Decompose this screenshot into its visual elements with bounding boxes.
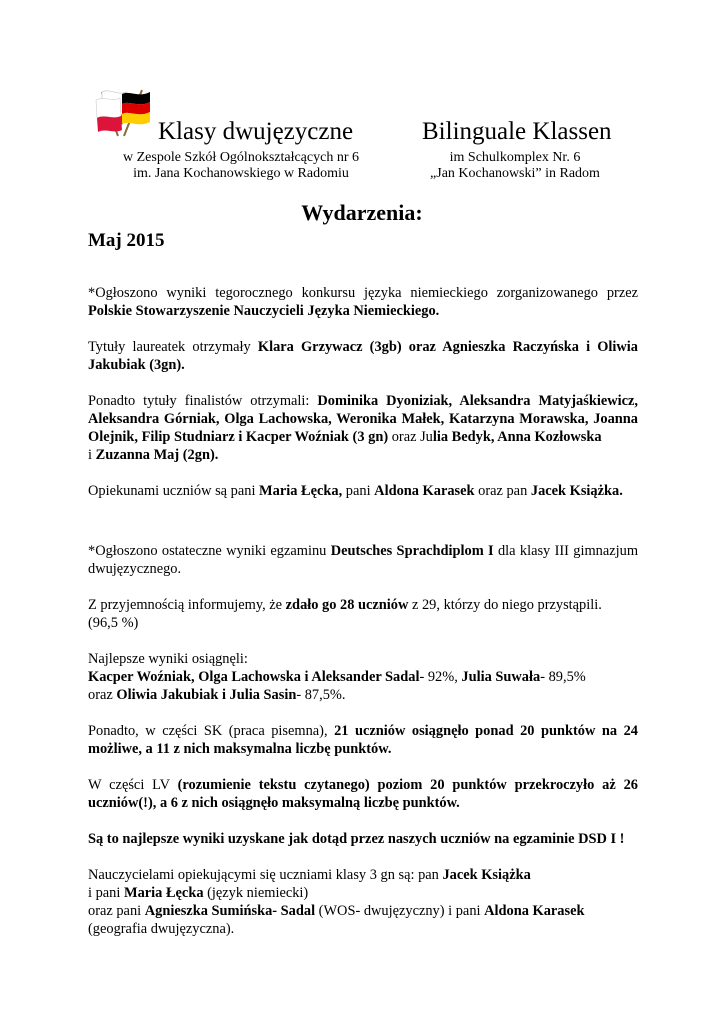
crossed-flags-logo (88, 86, 156, 138)
s1-paragraph-competition: *Ogłoszono wyniki tegorocznego konkursu języka niemieckiego zorganizowanego przez Polskie Stowarzyszenie Nauczycieli Języka Niemieckiego. (88, 285, 638, 319)
s2-paragraph-sk: Ponadto, w części SK (praca pisemna), 21 uczniów osiągnęło ponad 20 punktów na 24 możliwe, a 11 z nich maksymalna liczbę punktów. (88, 723, 639, 757)
s2-paragraph-teachers: Nauczycielami opiekującymi się uczniami klasy 3 gn są: pan Jacek Książka i pani Maria Łęcka (język niemiecki) oraz pani Agnieszka Sumińska- Sadal (WOS- dwujęzyczny) i pani Aldona Karasek (geografia dwujęzyczna). (88, 867, 585, 937)
month-heading: Maj 2015 (88, 230, 165, 251)
s1-paragraph-finalists: Ponadto tytuły finalistów otrzymali: Dominika Dyoniziak, Aleksandra Matyjaśkiewicz, Aleksandra Górniak, Olga Lachowska, Weronika Małek, Katarzyna Morawska, Joanna Olejnik, Filip Studniarz i Kacper Woźniak (3 gn) oraz Julia Bedyk, Anna Kozłowska i Zuzanna Maj (2gn). (88, 393, 638, 463)
s2-paragraph-lv: W części LV (rozumienie tekstu czytanego) poziom 20 punktów przekroczyło aż 26 uczniów(!), a 6 z nich osiągnęło maksymalną liczbę punktów. (88, 777, 638, 811)
s2-paragraph-best-ever: Są to najlepsze wyniki uzyskane jak dotąd przez naszych uczniów na egzaminie DSD I ! (88, 831, 625, 847)
s2-paragraph-best-results: Najlepsze wyniki osiągnęli: Kacper Woźniak, Olga Lachowska i Aleksander Sadal- 92%, Julia Suwała- 89,5% oraz Oliwia Jakubiak i Julia Sasin- 87,5%. (88, 651, 586, 703)
title-polish: Klasy dwujęzyczne (158, 118, 354, 145)
document-body (88, 284, 638, 938)
s2-paragraph-passed: Z przyjemnością informujemy, że zdało go 28 uczniów z 29, którzy do niego przystąpili. (96,5 %) (88, 597, 602, 631)
school-pl-line1: w Zespole Szkół Ogólnokształcących nr 6 (123, 150, 359, 165)
flag-poland (96, 91, 126, 136)
school-name-polish (108, 150, 374, 182)
title-german: Bilinguale Klassen (422, 118, 612, 145)
s2-paragraph-dsd: *Ogłoszono ostateczne wyniki egzaminu Deutsches Sprachdiplom I dla klasy III gimnazjum dwujęzycznego. (88, 543, 639, 577)
school-de-line2: „Jan Kochanowski” in Radom (430, 166, 600, 181)
events-heading: Wydarzenia: (301, 200, 423, 225)
s1-paragraph-tutors: Opiekunami uczniów są pani Maria Łęcka, pani Aldona Karasek oraz pan Jacek Książka. (88, 483, 623, 499)
school-name-german (420, 150, 610, 182)
school-de-line1: im Schulkomplex Nr. 6 (449, 150, 581, 165)
school-pl-line2: im. Jana Kochanowskiego w Radomiu (133, 166, 349, 181)
flag-germany (122, 90, 150, 136)
s1-paragraph-laureates: Tytuły laureatek otrzymały Klara Grzywacz (3gb) oraz Agnieszka Raczyńska i Oliwia Jakubiak (3gn). (88, 339, 639, 373)
